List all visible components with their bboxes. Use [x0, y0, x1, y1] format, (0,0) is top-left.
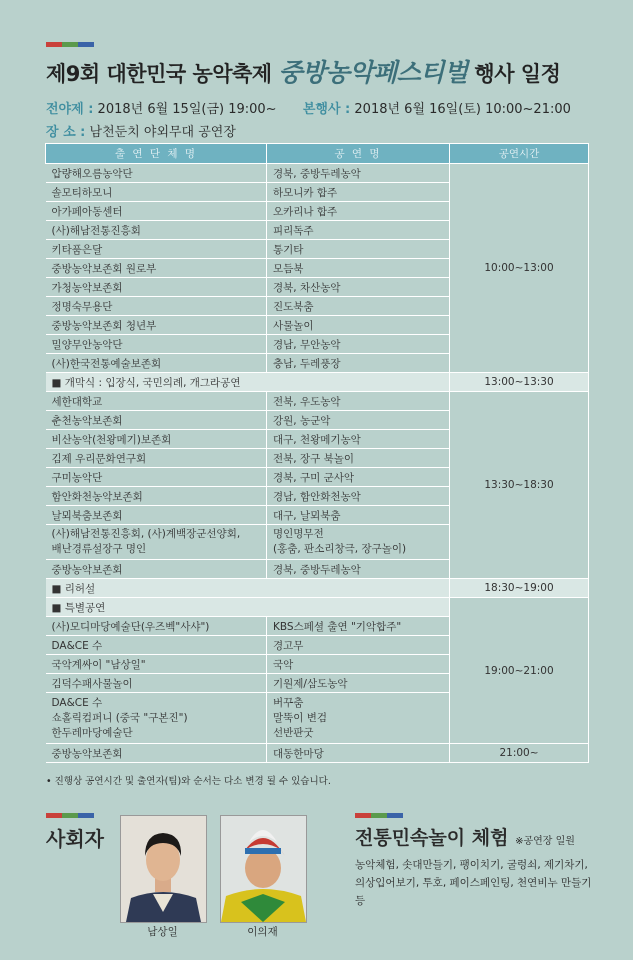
performance-name: 경남, 무안농악 — [267, 335, 450, 354]
group-name: 함안화천농악보존회 — [46, 487, 267, 506]
table-row — [46, 392, 589, 411]
experience-decoration — [355, 813, 403, 818]
title-prefix: 제9회 대한민국 농악축제 — [46, 62, 279, 86]
time-slot: 18:30~19:00 — [450, 579, 589, 598]
performance-name: 경고무 — [267, 636, 450, 655]
special-show-label: ■ 특별공연 — [46, 598, 450, 617]
performance-name: 기원제/삼도농악 — [267, 674, 450, 693]
main-event-label: 본행사 : — [302, 102, 351, 117]
special-show-row — [46, 598, 589, 617]
main-event-value: 2018년 6월 16일(토) 10:00~21:00 — [354, 102, 571, 117]
title-suffix: 행사 일정 — [467, 62, 561, 86]
performance-name: 대구, 천왕메기농악 — [267, 430, 450, 449]
event-dates — [46, 98, 571, 117]
eve-label: 전야제 : — [46, 102, 94, 117]
experience-list: 농악체험, 솟대만들기, 팽이치기, 굴렁쇠, 제기차기, 의상입어보기, 투호, 페이스페인팅, 천연비누 만들기 등 — [355, 859, 592, 907]
performance-name: 하모니카 합주 — [267, 183, 450, 202]
schedule-note: • 진행상 공연시간 및 출연자(팀)와 순서는 다소 변경 될 수 있습니다. — [46, 776, 331, 787]
table-header-row — [46, 144, 589, 164]
header-performance: 공 연 명 — [267, 144, 450, 164]
group-name: 압량해오름농악단 — [46, 164, 267, 183]
performance-name: 대동한마당 — [267, 744, 450, 763]
group-name: (사)모디마당예술단(우즈벡"사샤") — [46, 617, 267, 636]
group-name: 김덕수패사물놀이 — [46, 674, 267, 693]
group-name: 구미농악단 — [46, 468, 267, 487]
performance-name: KBS스페셜 출연 "기악합주" — [267, 617, 450, 636]
group-name: 춘천농악보존회 — [46, 411, 267, 430]
mc-photo-1 — [120, 815, 207, 923]
performance-name: 진도북춤 — [267, 297, 450, 316]
group-name: 아가페아동센터 — [46, 202, 267, 221]
mc-decoration — [46, 813, 94, 818]
group-name: (사)해남전통진흥회, (사)계백장군선양회, 배난경류설장구 명인 — [46, 525, 267, 560]
performance-name: 명인명무전 (홍춤, 판소리창극, 장구놀이) — [267, 525, 450, 560]
group-name: (사)한국전통예술보존회 — [46, 354, 267, 373]
title-decoration — [46, 42, 94, 47]
group-name: 중방농악보존회 청년부 — [46, 316, 267, 335]
experience-title — [355, 823, 575, 850]
group-name: 중방농악보존회 — [46, 560, 267, 579]
performance-name: 통기타 — [267, 240, 450, 259]
experience-title-text: 전통민속놀이 체험 — [355, 827, 509, 849]
performance-name: 전북, 우도농악 — [267, 392, 450, 411]
rehearsal-row — [46, 579, 589, 598]
group-name: 중방농악보존회 원로부 — [46, 259, 267, 278]
group-name: DA&CE 수 — [46, 636, 267, 655]
time-slot: 10:00~13:00 — [450, 164, 589, 373]
group-name: 날뫼북춤보존회 — [46, 506, 267, 525]
performance-name: 피리독주 — [267, 221, 450, 240]
performance-name: 경북, 중방두레농악 — [267, 164, 450, 183]
time-slot: 13:30~18:30 — [450, 392, 589, 579]
eve-value: 2018년 6월 15일(금) 19:00~ — [97, 102, 277, 117]
group-name: 가청농악보존회 — [46, 278, 267, 297]
table-row — [46, 744, 589, 763]
group-name: 솔모티하모니 — [46, 183, 267, 202]
performance-name: 경남, 함안화천농악 — [267, 487, 450, 506]
header-time: 공연시간 — [450, 144, 589, 164]
mc-title: 사회자 — [46, 827, 104, 851]
performance-name: 모듬북 — [267, 259, 450, 278]
performance-name: 경북, 차산농악 — [267, 278, 450, 297]
time-slot: 13:00~13:30 — [450, 373, 589, 392]
mc-name-1: 남상일 — [147, 926, 178, 938]
performance-name: 오카리나 합주 — [267, 202, 450, 221]
group-name: 김제 우리문화연구회 — [46, 449, 267, 468]
page-title — [46, 53, 560, 89]
mc-photo-2 — [220, 815, 307, 923]
title-festival-name: 중방농악페스티벌 — [278, 58, 468, 87]
schedule-table — [45, 143, 589, 763]
performance-name: 국악 — [267, 655, 450, 674]
performance-name: 강원, 농군악 — [267, 411, 450, 430]
performance-name: 버꾸춤 말뚝이 변검 선반판굿 — [267, 693, 450, 744]
portrait-image — [221, 816, 306, 922]
venue — [46, 121, 236, 140]
group-name: (사)해남전통진흥회 — [46, 221, 267, 240]
group-name: 키타품은달 — [46, 240, 267, 259]
opening-ceremony-label: ■ 개막식 : 입장식, 국민의례, 개그라공연 — [46, 373, 450, 392]
group-name: 정명숙무용단 — [46, 297, 267, 316]
experience-location: ※공연장 일원 — [515, 836, 575, 847]
time-slot: 21:00~ — [450, 744, 589, 763]
portrait-image — [121, 816, 206, 922]
venue-value: 남천둔치 야외무대 공연장 — [89, 125, 236, 140]
group-name: DA&CE 수 쇼홀릭컴퍼니 (중국 "구본진") 한두레마당예술단 — [46, 693, 267, 744]
header-group: 출 연 단 체 명 — [46, 144, 267, 164]
group-name: 밀양무안농악단 — [46, 335, 267, 354]
group-name: 비산농악(천왕메기)보존회 — [46, 430, 267, 449]
performance-name: 경북, 구미 군사악 — [267, 468, 450, 487]
performance-name: 대구, 날뫼북춤 — [267, 506, 450, 525]
time-slot: 19:00~21:00 — [450, 598, 589, 744]
table-row — [46, 164, 589, 183]
opening-ceremony-row — [46, 373, 589, 392]
group-name: 국악계싸이 "남상일" — [46, 655, 267, 674]
performance-name: 경북, 중방두레농악 — [267, 560, 450, 579]
group-name: 세한대학교 — [46, 392, 267, 411]
performance-name: 전북, 장구 북놀이 — [267, 449, 450, 468]
venue-label: 장 소 : — [46, 125, 86, 140]
performance-name: 사물놀이 — [267, 316, 450, 335]
performance-name: 충남, 두레풍장 — [267, 354, 450, 373]
mc-name-2: 이의재 — [247, 926, 278, 938]
rehearsal-label: ■ 리허설 — [46, 579, 450, 598]
group-name: 중방농악보존회 — [46, 744, 267, 763]
